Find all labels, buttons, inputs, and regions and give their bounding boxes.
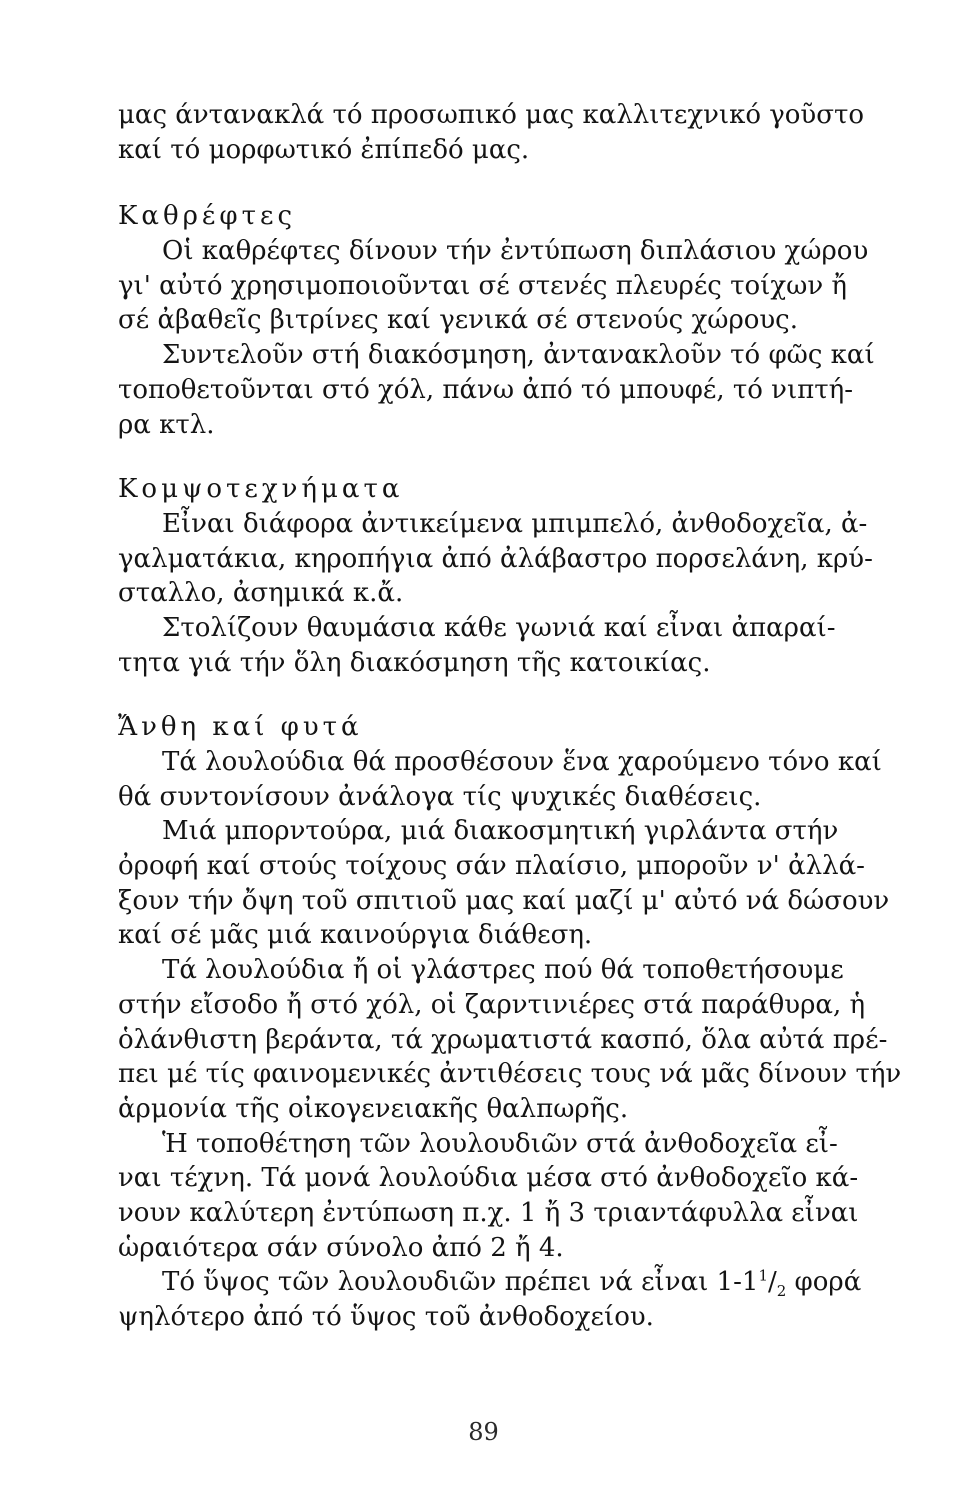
text-line: ὀροφή καί στούς τοίχους σάν πλαίσιο, μποροῦν ν' ἀλλά-	[118, 851, 865, 882]
text-line: ναι τέχνη. Τά μονά λουλούδια μέσα στό ἀνθοδοχεῖο κά-	[118, 1163, 859, 1194]
text-line: ψηλότερο ἀπό τό ὕψος τοῦ ἀνθοδοχείου.	[118, 1302, 654, 1332]
text-line: Εἶναι διάφορα ἀντικείμενα μπιμπελό, ἀνθοδοχεῖα, ἀ-	[162, 508, 868, 539]
fraction-slash: /	[767, 1267, 777, 1298]
text-line: ὡραιότερα σάν σύνολο ἀπό 2 ἤ 4.	[118, 1232, 564, 1263]
text-line: σέ ἀβαθεῖς βιτρίνες καί γενικά σέ στενούς χώρους.	[118, 305, 799, 336]
text-line: γαλματάκια, κηροπήγια ἀπό ἀλάβαστρο πορσελάνη, κρύ-	[118, 543, 873, 574]
fraction-line-start: Τό ὕψος τῶν λουλουδιῶν πρέπει νά εἶναι 1-1	[162, 1267, 759, 1298]
intro-paragraph	[118, 98, 878, 167]
text-line: Οἱ καθρέφτες δίνουν τήν ἐντύπωση διπλάσιου χώρου	[162, 236, 869, 267]
text-line: Τά λουλούδια θά προσθέσουν ἕνα χαρούμενο τόνο καί	[162, 747, 882, 777]
body-text	[118, 98, 902, 1335]
text-line: θά συντονίσουν ἀνάλογα τίς ψυχικές διαθέσεις.	[118, 781, 762, 812]
text-line: ρα κτλ.	[118, 409, 215, 440]
text-line: ξουν τήν ὄψη τοῦ σπιτιοῦ μας καί μαζί μ' αὐτό νά δώσουν	[118, 885, 890, 916]
text-line-fraction	[118, 1265, 878, 1300]
text-line: τοποθετοῦνται στό χόλ, πάνω ἀπό τό μπουφέ, τό νιπτή-	[118, 374, 853, 405]
section-mirrors	[118, 199, 878, 442]
text-line: καί σέ μᾶς μιά καινούργια διάθεση.	[118, 920, 593, 951]
text-line: τητα γιά τήν ὅλη διακόσμηση τῆς κατοικίας.	[118, 647, 711, 678]
text-line: γι' αὐτό χρησιμοποιοῦνται σέ στενές πλευρές τοίχων ἤ	[118, 270, 847, 301]
text-line: Στολίζουν θαυμάσια κάθε γωνιά καί εἶναι ἀπαραί-	[162, 612, 836, 643]
text-line: Ἡ τοποθέτηση τῶν λουλουδιῶν στά ἀνθοδοχεῖα εἶ-	[162, 1128, 838, 1159]
text-line: νουν καλύτερη ἐντύπωση π.χ. 1 ἤ 3 τριαντάφυλλα εἶναι	[118, 1197, 859, 1228]
text-line: πει μέ τίς φαινομενικές ἀντιθέσεις τους νά μᾶς δίνουν τήν	[118, 1059, 902, 1090]
text-line: Τά λουλούδια ἤ οἱ γλάστρες πού θά τοποθετήσουμε	[162, 955, 844, 986]
section-heading: Κομψοτεχνήματα	[118, 474, 404, 505]
section-heading: Καθρέφτες	[118, 201, 297, 232]
text-line: Μιά μπορντούρα, μιά διακοσμητική γιρλάντα στήν	[162, 816, 839, 847]
text-line: Συντελοῦν στή διακόσμηση, ἀντανακλοῦν τό φῶς καί	[162, 340, 875, 371]
text-line: ἁρμονία τῆς οἰκογενειακῆς θαλπωρῆς.	[118, 1093, 629, 1124]
text-line: μας άντανακλά τό προσωπικό μας καλλιτεχνικό γοῦστο	[118, 100, 865, 130]
fraction-line-end: φορά	[786, 1267, 862, 1298]
page-number: 89	[468, 1418, 499, 1446]
section-heading: Ἄνθη καί φυτά	[118, 712, 363, 743]
text-line: στήν εἴσοδο ἤ στό χόλ, οἱ ζαρντινιέρες στά παράθυρα, ἡ	[118, 989, 866, 1020]
text-line: καί τό μορφωτικό ἐπίπεδό μας.	[118, 134, 530, 165]
fraction-numerator: 1	[758, 1266, 768, 1285]
section-ornaments	[118, 472, 878, 680]
text-line: σταλλο, ἀσημικά κ.ἄ.	[118, 578, 404, 609]
section-flowers	[118, 710, 902, 1334]
text-line: ὁλάνθιστη βεράντα, τά χρωματιστά κασπό, ὅλα αὐτά πρέ-	[118, 1024, 888, 1055]
fraction-denominator: 2	[776, 1282, 787, 1301]
